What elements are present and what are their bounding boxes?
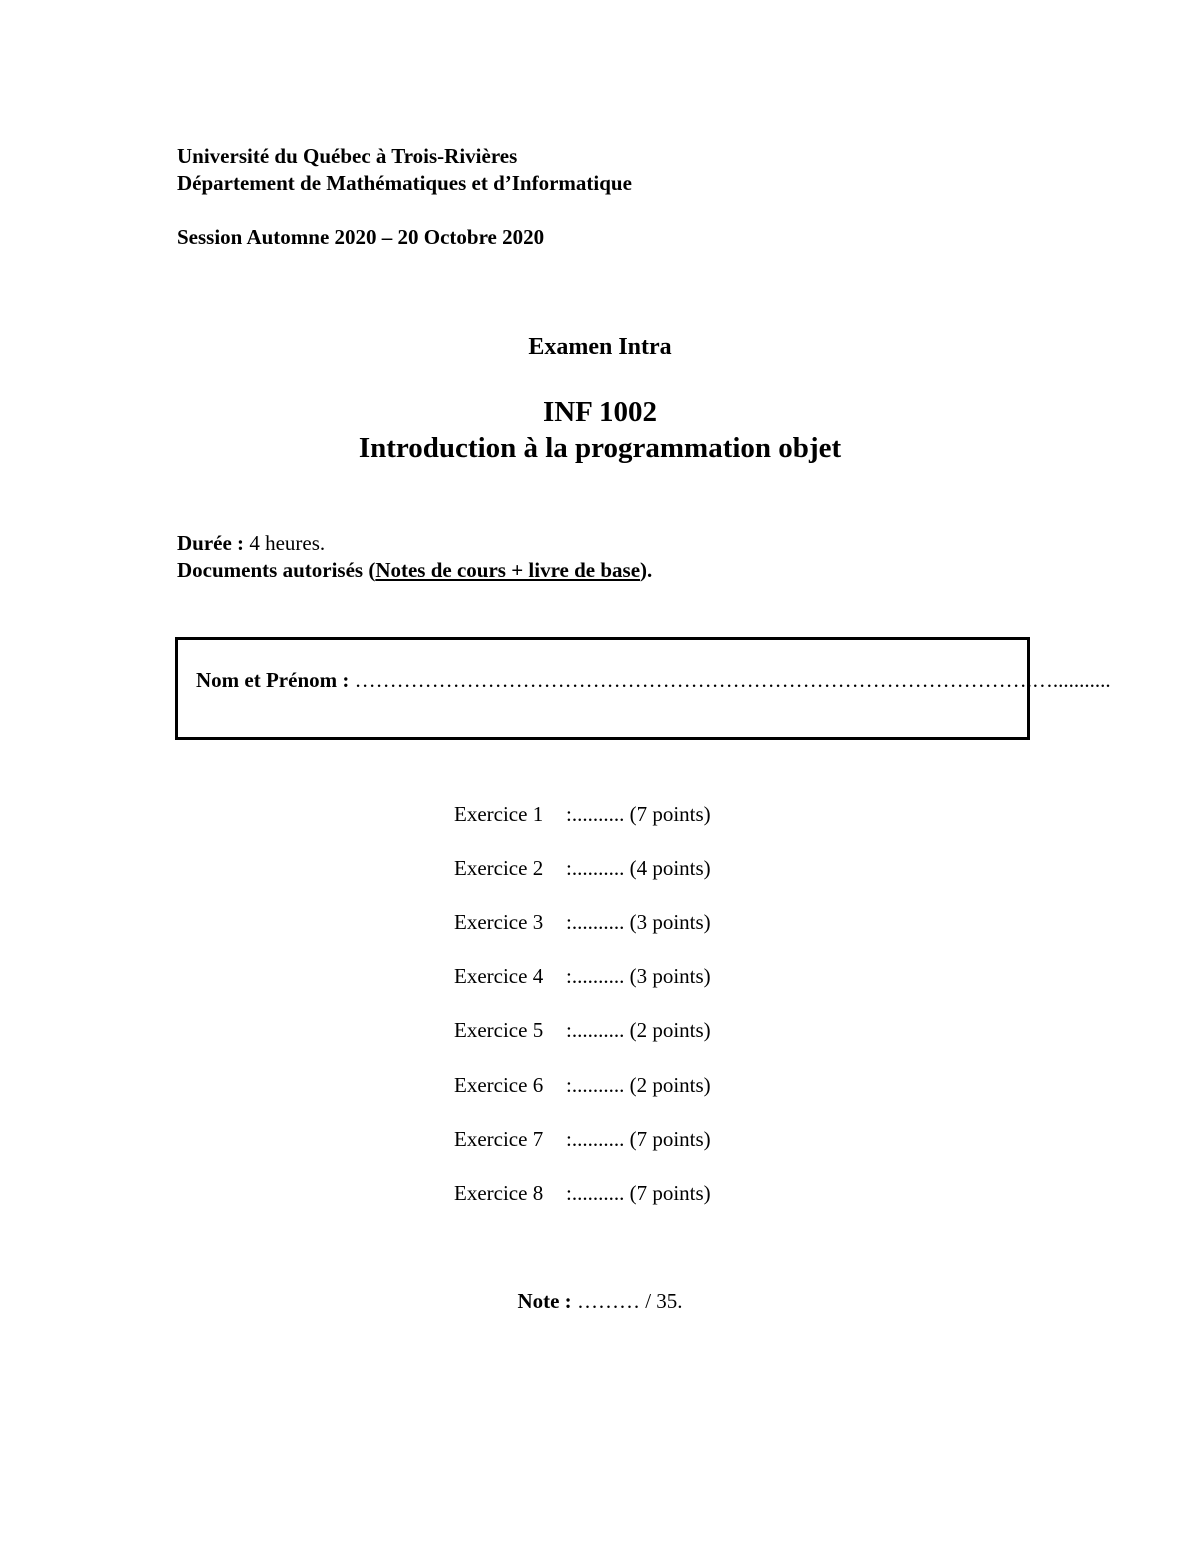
name-field[interactable] — [196, 668, 1111, 693]
duration-value: 4 heures. — [249, 531, 326, 555]
exercise-blank: :.......... — [566, 802, 625, 826]
documents-label: Documents autorisés ( — [177, 558, 376, 582]
department-name: Département de Mathématiques et d’Informatique — [177, 171, 632, 195]
exercise-label: Exercice 4 — [454, 964, 544, 988]
note-line — [0, 1289, 1200, 1314]
name-box — [175, 637, 1111, 740]
session-info: Session Automne 2020 – 20 Octobre 2020 — [177, 225, 545, 249]
exercise-row — [454, 910, 711, 935]
note-blank: ……… — [576, 1289, 640, 1313]
note-label: Note : — [517, 1289, 572, 1313]
course-title: Introduction à la programmation objet — [358, 432, 842, 464]
exercise-row — [454, 1181, 711, 1206]
exercise-blank: :.......... — [566, 910, 625, 934]
course-code: INF 1002 — [542, 396, 658, 428]
exercise-points: (2 points) — [629, 1018, 711, 1042]
exercise-label: Exercice 1 — [454, 802, 544, 826]
name-dots: …………………………………………………………………………………….…........... — [354, 668, 1111, 692]
note-total: / 35. — [645, 1289, 683, 1313]
exercise-row — [454, 856, 711, 881]
exercise-label: Exercice 3 — [454, 910, 544, 934]
documents-line — [177, 558, 652, 583]
exercise-row — [454, 964, 711, 989]
exercise-label: Exercice 5 — [454, 1018, 544, 1042]
exercise-points: (2 points) — [629, 1073, 711, 1097]
exercise-row — [454, 1073, 711, 1098]
exercise-label: Exercice 7 — [454, 1127, 544, 1151]
exercise-points: (3 points) — [629, 910, 711, 934]
exercise-row — [454, 1127, 711, 1152]
duration-line — [177, 531, 325, 556]
exercise-label: Exercice 2 — [454, 856, 544, 880]
exercise-row — [454, 802, 711, 827]
exercise-points: (3 points) — [629, 964, 711, 988]
exercise-points: (7 points) — [629, 1127, 711, 1151]
exercise-points: (7 points) — [629, 1181, 711, 1205]
university-name: Université du Québec à Trois-Rivières — [177, 144, 518, 168]
documents-detail: Notes de cours + livre de base — [375, 558, 641, 582]
exercise-blank: :.......... — [566, 1181, 625, 1205]
exercise-points: (4 points) — [629, 856, 711, 880]
exercise-label: Exercice 8 — [454, 1181, 544, 1205]
name-label: Nom et Prénom : — [196, 668, 350, 692]
exercise-row — [454, 1018, 711, 1043]
exercise-label: Exercice 6 — [454, 1073, 544, 1097]
exercise-points: (7 points) — [629, 802, 711, 826]
exercise-blank: :.......... — [566, 856, 625, 880]
documents-end: ). — [640, 558, 653, 582]
duration-label: Durée : — [177, 531, 245, 555]
exercise-blank: :.......... — [566, 1127, 625, 1151]
exercise-blank: :.......... — [566, 964, 625, 988]
exercise-blank: :.......... — [566, 1018, 625, 1042]
exam-type: Examen Intra — [528, 334, 672, 360]
exercise-blank: :.......... — [566, 1073, 625, 1097]
